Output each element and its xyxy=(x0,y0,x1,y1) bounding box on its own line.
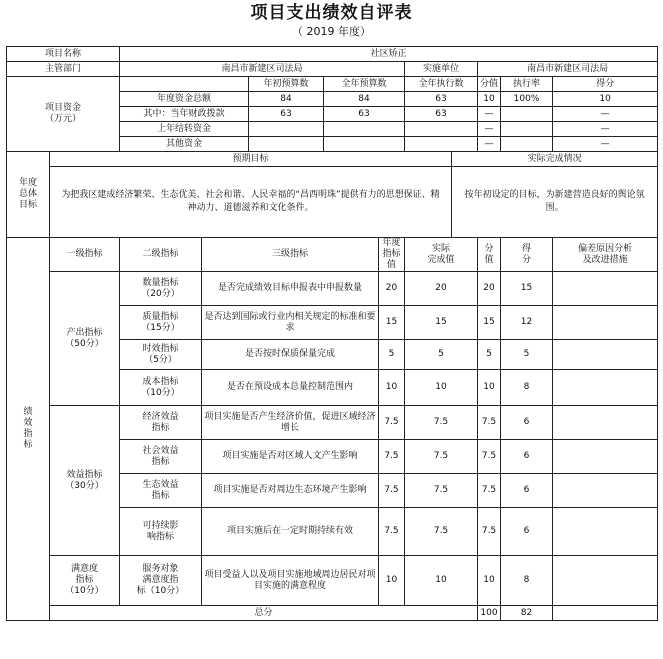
indicator-actual: 7.5 xyxy=(405,508,478,556)
indicator-actual: 5 xyxy=(405,340,478,370)
indicator-actual: 20 xyxy=(405,272,478,306)
indicator-note xyxy=(553,406,658,440)
indicator-l3: 是否在预设成本总量控制范围内 xyxy=(202,370,379,406)
indicator-score: 7.5 xyxy=(478,508,501,556)
indicator-l2: 经济效益 指标 xyxy=(120,406,202,440)
indicator-note xyxy=(553,508,658,556)
indicator-score: 5 xyxy=(478,340,501,370)
indicator-l2: 生态效益 指标 xyxy=(120,474,202,508)
funds-row-label: 年度资金总额 xyxy=(120,92,249,107)
perf-header-l3: 三级指标 xyxy=(202,238,379,272)
indicator-l2: 成本指标 （10分） xyxy=(120,370,202,406)
project-name-value: 社区矫正 xyxy=(120,47,658,62)
project-name-label: 项目名称 xyxy=(7,47,120,62)
indicator-score: 15 xyxy=(478,306,501,340)
funds-cell: — xyxy=(478,107,501,122)
perf-header-l1: 一级指标 xyxy=(50,238,120,272)
indicator-note xyxy=(553,340,658,370)
indicator-note xyxy=(553,556,658,606)
indicator-target: 5 xyxy=(379,340,405,370)
indicator-l3: 是否完成绩效目标申报表中申报数量 xyxy=(202,272,379,306)
funds-cell: 63 xyxy=(249,107,324,122)
dept-label: 主管部门 xyxy=(7,62,120,77)
indicator-got: 6 xyxy=(501,474,553,508)
funds-cell xyxy=(324,137,405,152)
funds-label: 项目资金 （万元） xyxy=(7,77,120,152)
funds-cell xyxy=(501,107,553,122)
funds-cell xyxy=(324,122,405,137)
total-got: 82 xyxy=(501,606,553,621)
indicator-target: 10 xyxy=(379,370,405,406)
indicator-got: 6 xyxy=(501,440,553,474)
indicator-l3: 项目实施是否产生经济价值，促进区域经济增长 xyxy=(202,406,379,440)
perf-header-actual: 实际 完成值 xyxy=(405,238,478,272)
indicator-got: 12 xyxy=(501,306,553,340)
impl-unit-value: 南昌市新建区司法局 xyxy=(478,62,658,77)
indicator-l2: 数量指标 （20分） xyxy=(120,272,202,306)
indicator-target: 7.5 xyxy=(379,508,405,556)
funds-cell: 63 xyxy=(405,92,478,107)
indicator-actual: 7.5 xyxy=(405,440,478,474)
indicator-l3: 项目实施后在一定时期持续有效 xyxy=(202,508,379,556)
funds-cell: 63 xyxy=(405,107,478,122)
funds-row-label: 其中：当年财政拨款 xyxy=(120,107,249,122)
perf-header-score: 分 值 xyxy=(478,238,501,272)
indicator-score: 7.5 xyxy=(478,474,501,508)
indicator-note xyxy=(553,370,658,406)
indicator-note xyxy=(553,272,658,306)
indicator-actual: 15 xyxy=(405,306,478,340)
indicator-l2: 质量指标 （15分） xyxy=(120,306,202,340)
impl-unit-label: 实施单位 xyxy=(405,62,478,77)
funds-cell: 63 xyxy=(324,107,405,122)
expected-goal-header: 预期目标 xyxy=(50,152,452,167)
funds-row-label: 其他资金 xyxy=(120,137,249,152)
indicator-target: 20 xyxy=(379,272,405,306)
funds-cell: 84 xyxy=(249,92,324,107)
indicator-got: 8 xyxy=(501,556,553,606)
performance-side-label: 绩 效 指 标 xyxy=(7,238,50,621)
funds-cell: 10 xyxy=(478,92,501,107)
funds-cell xyxy=(249,122,324,137)
indicator-l3: 项目实施是否对周边生态环境产生影响 xyxy=(202,474,379,508)
goals-label: 年度 总体 目标 xyxy=(7,152,50,238)
funds-cell: — xyxy=(553,107,658,122)
satisfaction-indicator-label: 满意度 指标 （10分） xyxy=(50,556,120,606)
funds-cell: — xyxy=(478,122,501,137)
indicator-note xyxy=(553,440,658,474)
funds-header: 全年预算数 xyxy=(324,77,405,92)
benefit-indicator-label: 效益指标 （30分） xyxy=(50,406,120,556)
indicator-actual: 10 xyxy=(405,556,478,606)
indicator-l2: 时效指标 （5分） xyxy=(120,340,202,370)
indicator-target: 10 xyxy=(379,556,405,606)
indicator-l2: 社会效益 指标 xyxy=(120,440,202,474)
funds-cell: 100% xyxy=(501,92,553,107)
indicator-score: 7.5 xyxy=(478,440,501,474)
funds-header: 执行率 xyxy=(501,77,553,92)
perf-header-target: 年度 指标值 xyxy=(379,238,405,272)
output-indicator-label: 产出指标 （50分） xyxy=(50,272,120,406)
indicator-got: 8 xyxy=(501,370,553,406)
funds-header: 年初预算数 xyxy=(249,77,324,92)
indicator-score: 10 xyxy=(478,370,501,406)
total-label: 总分 xyxy=(50,606,478,621)
report-title: 项目支出绩效自评表 xyxy=(250,3,413,23)
indicator-got: 5 xyxy=(501,340,553,370)
funds-cell xyxy=(249,137,324,152)
perf-header-got: 得 分 xyxy=(501,238,553,272)
total-score: 100 xyxy=(478,606,501,621)
indicator-actual: 10 xyxy=(405,370,478,406)
perf-header-note: 偏差原因分析 及改进措施 xyxy=(553,238,658,272)
indicator-target: 7.5 xyxy=(379,474,405,508)
indicator-actual: 7.5 xyxy=(405,406,478,440)
indicator-got: 6 xyxy=(501,508,553,556)
indicator-target: 15 xyxy=(379,306,405,340)
perf-header-l2: 二级指标 xyxy=(120,238,202,272)
actual-result-text: 按年初设定的目标，为新建营造良好的舆论氛围。 xyxy=(452,167,658,238)
funds-header-blank xyxy=(120,77,249,92)
indicator-l2: 服务对象 满意度指 标（10分） xyxy=(120,556,202,606)
indicator-got: 6 xyxy=(501,406,553,440)
indicator-score: 20 xyxy=(478,272,501,306)
performance-table xyxy=(6,46,658,621)
funds-cell: 10 xyxy=(553,92,658,107)
indicator-score: 7.5 xyxy=(478,406,501,440)
dept-value: 南昌市新建区司法局 xyxy=(120,62,405,77)
funds-cell xyxy=(501,137,553,152)
funds-cell: — xyxy=(478,137,501,152)
indicator-got: 15 xyxy=(501,272,553,306)
funds-header: 分值 xyxy=(478,77,501,92)
funds-cell xyxy=(501,122,553,137)
funds-header: 得分 xyxy=(553,77,658,92)
indicator-l3: 是否达到国际或行业内相关规定的标准和要求 xyxy=(202,306,379,340)
funds-cell: 84 xyxy=(324,92,405,107)
actual-result-header: 实际完成情况 xyxy=(452,152,658,167)
expected-goal-text: 为把我区建成经济繁荣、生态优美、社会和谐、人民幸福的“昌西明珠”提供有力的思想保证、精神动力、道德滋养和文化条件。 xyxy=(50,167,452,238)
funds-cell: — xyxy=(553,122,658,137)
total-note xyxy=(553,606,658,621)
report-year: （ 2019 年度） xyxy=(292,25,371,38)
indicator-note xyxy=(553,474,658,508)
funds-cell xyxy=(405,137,478,152)
indicator-score: 10 xyxy=(478,556,501,606)
indicator-target: 7.5 xyxy=(379,406,405,440)
funds-cell xyxy=(405,122,478,137)
indicator-l3: 项目实施是否对区域人文产生影响 xyxy=(202,440,379,474)
funds-cell: — xyxy=(553,137,658,152)
indicator-target: 7.5 xyxy=(379,440,405,474)
funds-header: 全年执行数 xyxy=(405,77,478,92)
indicator-actual: 7.5 xyxy=(405,474,478,508)
indicator-l3: 是否按时保质保量完成 xyxy=(202,340,379,370)
indicator-note xyxy=(553,306,658,340)
indicator-l2: 可持续影 响指标 xyxy=(120,508,202,556)
funds-row-label: 上年结转资金 xyxy=(120,122,249,137)
indicator-l3: 项目受益人以及项目实施地域周边居民对项目实施的满意程度 xyxy=(202,556,379,606)
